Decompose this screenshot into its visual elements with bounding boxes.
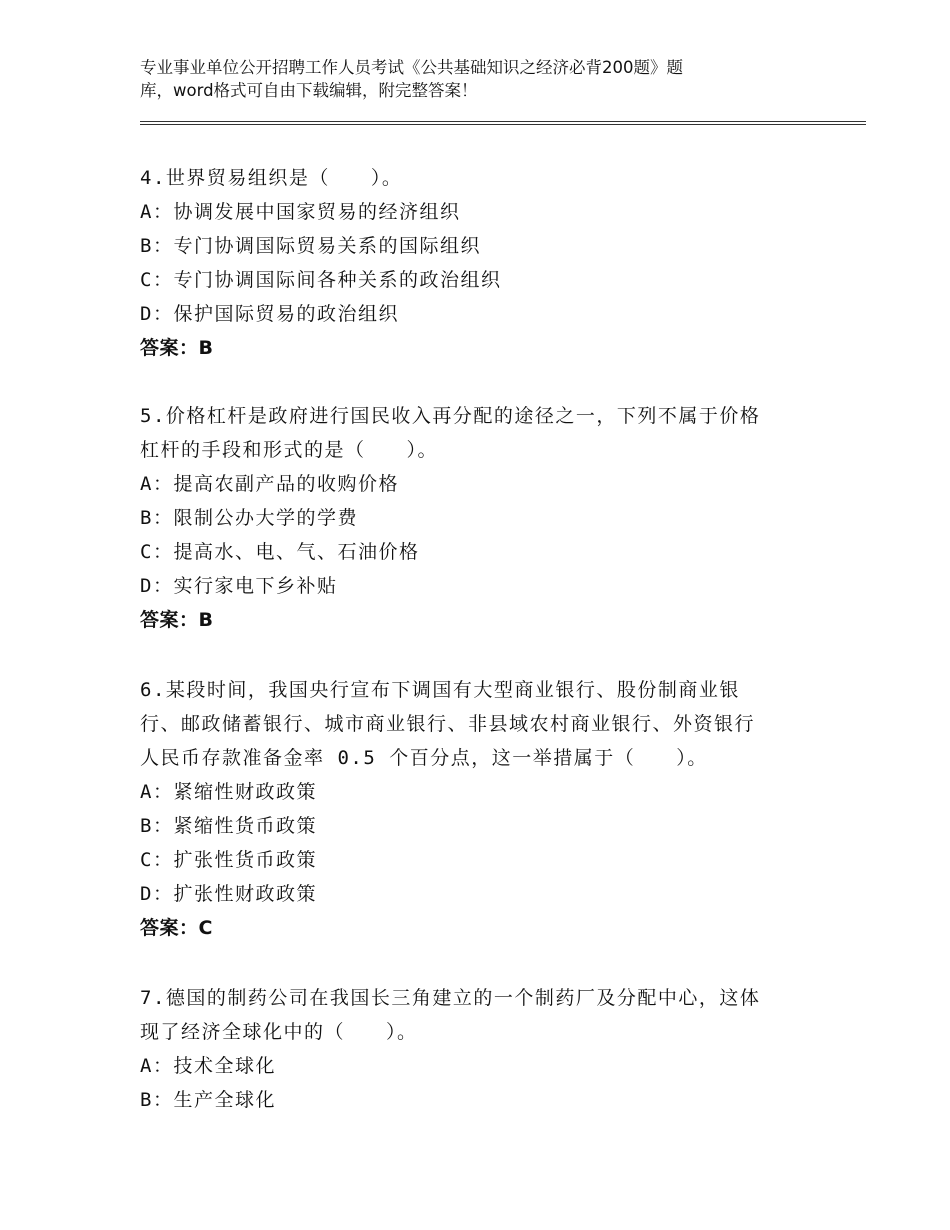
question-7 bbox=[140, 981, 820, 1117]
question-stem: 7.德国的制药公司在我国长三角建立的一个制药厂及分配中心，这体 bbox=[140, 987, 761, 1009]
answer-label: 答案：C bbox=[140, 917, 213, 939]
option-b: B：紧缩性货币政策 bbox=[140, 815, 317, 837]
question-stem: 4.世界贸易组织是（ ）。 bbox=[140, 167, 403, 189]
option-b: B：专门协调国际贸易关系的国际组织 bbox=[140, 235, 481, 257]
question-stem: 现了经济全球化中的（ ）。 bbox=[140, 1021, 418, 1043]
answer-label: 答案：B bbox=[140, 609, 214, 631]
header-line-2: 库，word格式可自由下载编辑，附完整答案！ bbox=[140, 81, 478, 100]
option-a: A：技术全球化 bbox=[140, 1055, 276, 1077]
header-line-1: 专业事业单位公开招聘工作人员考试《公共基础知识之经济必背200题》题 bbox=[140, 58, 683, 77]
option-c: C：提高水、电、气、石油价格 bbox=[140, 541, 420, 563]
question-stem: 杠杆的手段和形式的是（ ）。 bbox=[140, 439, 439, 461]
document-header bbox=[140, 56, 780, 102]
option-b: B：生产全球化 bbox=[140, 1089, 276, 1111]
question-4 bbox=[140, 161, 820, 365]
header-divider bbox=[140, 121, 866, 125]
question-6 bbox=[140, 673, 820, 945]
option-d: D：扩张性财政政策 bbox=[140, 883, 317, 905]
option-a: A：协调发展中国家贸易的经济组织 bbox=[140, 201, 461, 223]
answer-label: 答案：B bbox=[140, 337, 214, 359]
question-5 bbox=[140, 399, 820, 637]
option-d: D：实行家电下乡补贴 bbox=[140, 575, 338, 597]
option-c: C：扩张性货币政策 bbox=[140, 849, 317, 871]
option-b: B：限制公办大学的学费 bbox=[140, 507, 358, 529]
option-c: C：专门协调国际间各种关系的政治组织 bbox=[140, 269, 502, 291]
question-stem: 6.某段时间，我国央行宣布下调国有大型商业银行、股份制商业银 bbox=[140, 679, 740, 701]
option-a: A：提高农副产品的收购价格 bbox=[140, 473, 399, 495]
question-stem: 人民币存款准备金率 0.5 个百分点，这一举措属于（ ）。 bbox=[140, 747, 708, 769]
option-d: D：保护国际贸易的政治组织 bbox=[140, 303, 399, 325]
question-stem: 5.价格杠杆是政府进行国民收入再分配的途径之一，下列不属于价格 bbox=[140, 405, 761, 427]
option-a: A：紧缩性财政政策 bbox=[140, 781, 317, 803]
question-stem: 行、邮政储蓄银行、城市商业银行、非县域农村商业银行、外资银行 bbox=[140, 713, 756, 735]
